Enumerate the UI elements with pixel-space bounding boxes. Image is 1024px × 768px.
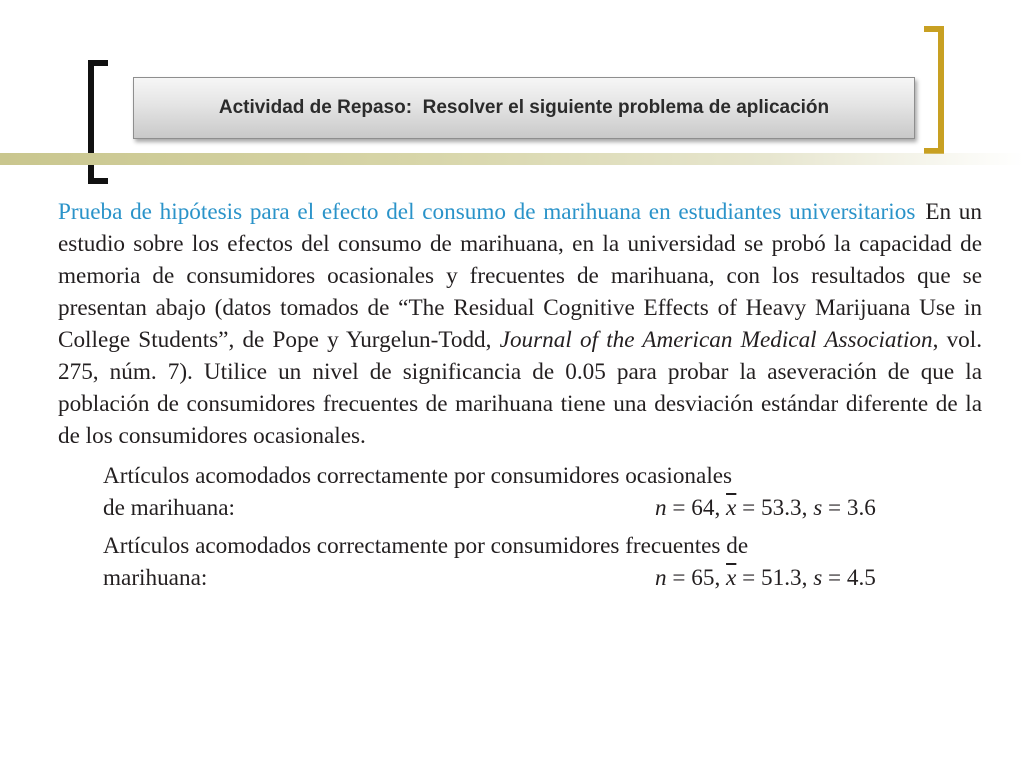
sample-label-line1: Artículos acomodados correctamente por consumidores ocasionales [103, 463, 733, 489]
sample-mean: 53.3 [761, 495, 802, 521]
sample-stats: n = 65, $\overline{x} = 51.3$, s = 4.5 [655, 565, 876, 591]
sample-stats: n = 64, $\overline{x} = 53.3$, s = 3.6 [655, 495, 876, 521]
sample-frequent-users [103, 530, 943, 594]
problem-heading: Prueba de hipótesis para el efecto del consumo de marihuana en estudiantes universitarios [58, 199, 916, 225]
sample-label-line2: de marihuana: [103, 495, 235, 521]
right-bracket-decoration [924, 26, 944, 154]
sample-occasional-users [103, 460, 943, 524]
left-bracket-decoration [88, 60, 108, 184]
sample-label-line1: Artículos acomodados correctamente por consumidores frecuentes de [103, 533, 749, 559]
gradient-rule [0, 153, 1024, 165]
sample-sd: 3.6 [846, 495, 876, 521]
sample-mean: 51.3 [761, 565, 802, 591]
page-title: Actividad de Repaso: Resolver el siguiente problema de aplicación [218, 97, 830, 118]
sample-n: 64 [691, 495, 715, 521]
journal-name: Journal of the American Medical Association [499, 327, 933, 353]
title-banner [133, 77, 915, 139]
sample-sd: 4.5 [846, 565, 876, 591]
problem-statement [58, 196, 982, 452]
problem-body-part2: , vol. 275, núm. 7). Utilice un nivel de significancia de 0.05 para probar la aseveración de que la población de consumidores frecuentes de marihuana tiene una desviación estándar diferente de la de los consumidores ocasionales. [58, 327, 983, 449]
sample-label-line2: marihuana: [103, 565, 208, 591]
sample-n: 65 [691, 565, 715, 591]
problem-body-part1: En un estudio sobre los efectos del consumo de marihuana, en la universidad se probó la capacidad de memoria de consumidores ocasionales y frecuentes de marihuana, con los resultados que se presentan abajo (datos tomados de “The Residual Cognitive Effects of Heavy Marijuana Use in College Students”, de Pope y Yurgelun-Todd, [58, 199, 982, 353]
